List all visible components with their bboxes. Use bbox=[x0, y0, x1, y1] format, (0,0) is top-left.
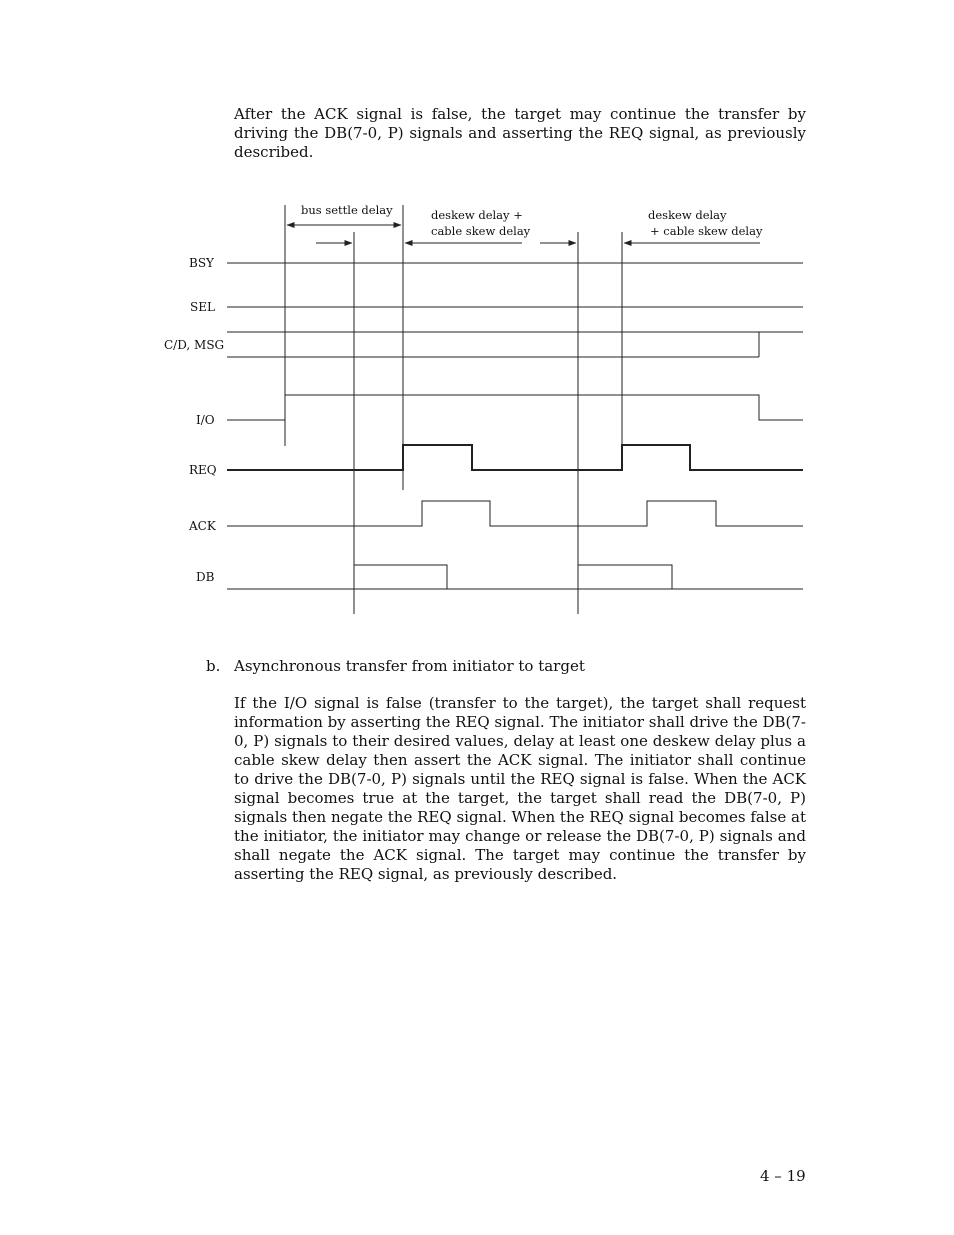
list-item-b-body: If the I/O signal is false (transfer to the target), the target shall request information by asserting the REQ signal. The initiator shall drive the DB(7-0, P) signals to their desired values, delay at least one deskew delay plus a cable skew delay then assert the ACK signal. The initiator shall continue to drive the DB(7-0, P) signals until the REQ signal is false. When the ACK signal becomes true at the target, the target shall read the DB(7-0, P) signals then negate the REQ signal. When the REQ signal becomes false at the initiator, the initiator may change or release the DB(7-0, P) signals and shall negate the ACK signal. The target may continue the transfer by asserting the REQ signal, as previously described. bbox=[234, 694, 806, 883]
list-item-heading-text: Asynchronous transfer from initiator to target bbox=[234, 657, 585, 675]
list-marker: b. bbox=[206, 657, 221, 675]
signal-label-req: REQ bbox=[189, 463, 217, 477]
signal-label-io: I/O bbox=[196, 413, 215, 427]
page-number: 4 – 19 bbox=[760, 1167, 806, 1185]
db-waveform bbox=[227, 565, 803, 589]
signal-label-ack: ACK bbox=[189, 519, 216, 533]
intro-paragraph: After the ACK signal is false, the target may continue the transfer by driving the DB(7-0, P) signals and asserting the REQ signal, as previously described. bbox=[234, 105, 806, 161]
req-waveform bbox=[227, 445, 803, 470]
signal-label-db: DB bbox=[196, 570, 215, 584]
deskew-delay-label-1b: cable skew delay bbox=[431, 224, 531, 238]
cd-msg-waveform bbox=[227, 332, 803, 357]
bus-settle-delay-label: bus settle delay bbox=[301, 203, 393, 217]
list-item-b-heading bbox=[206, 657, 585, 676]
signal-label-sel: SEL bbox=[190, 300, 215, 314]
deskew-delay-label-2b: + cable skew delay bbox=[650, 224, 763, 238]
ack-waveform bbox=[227, 501, 803, 526]
io-waveform bbox=[227, 395, 803, 420]
deskew-delay-label-1a: deskew delay + bbox=[431, 208, 523, 222]
deskew-delay-label-2a: deskew delay bbox=[648, 208, 727, 222]
signal-label-bsy: BSY bbox=[189, 256, 214, 270]
reference-lines bbox=[285, 205, 622, 614]
signal-label-cd-msg: C/D, MSG bbox=[164, 338, 225, 352]
